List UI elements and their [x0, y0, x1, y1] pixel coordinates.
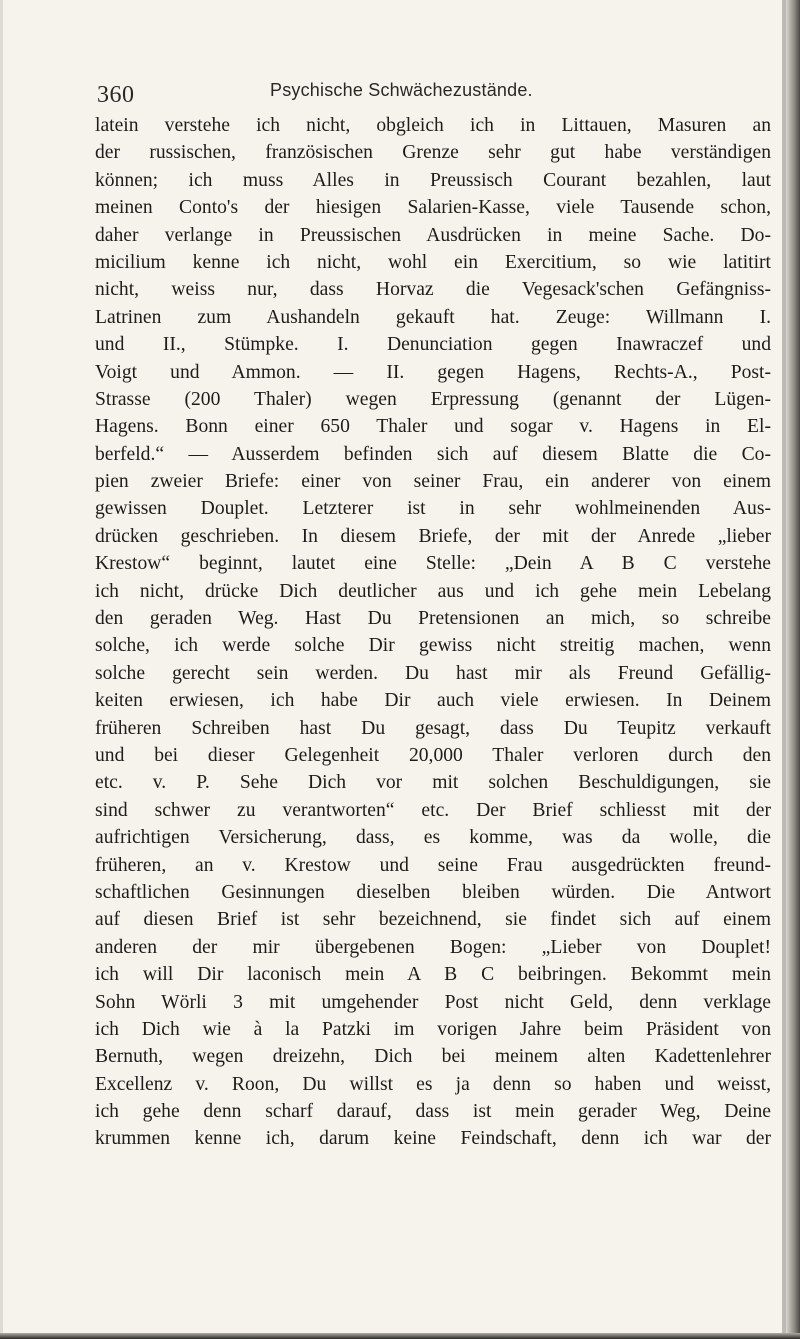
text-line: schaftlichen Gesinnungen dieselben bleiben würden. Die Antwort — [95, 881, 771, 903]
text-line: den geraden Weg. Hast Du Pretensionen an mich, so schreibe — [95, 608, 771, 630]
text-line: Sohn Wörli 3 mit umgehender Post nicht Geld, denn verklage — [95, 991, 771, 1013]
text-line: früheren, an v. Krestow und seine Frau ausgedrückten freund- — [95, 854, 771, 876]
running-title: Psychische Schwächezustände. — [270, 80, 533, 100]
page-right-edge — [786, 0, 800, 1339]
text-line: keiten erwiesen, ich habe Dir auch viele erwiesen. In Deinem — [95, 690, 771, 712]
text-line: Bernuth, wegen dreizehn, Dich bei meinem alten Kadettenlehrer — [95, 1046, 771, 1068]
text-line: gewissen Douplet. Letzterer ist in sehr wohlmeinenden Aus- — [95, 498, 771, 520]
text-line: ich will Dir laconisch mein A B C beibringen. Bekommt mein — [95, 964, 771, 986]
page-number: 360 — [97, 82, 135, 108]
text-line: micilium kenne ich nicht, wohl ein Exercitium, so wie latitirt — [95, 251, 771, 273]
text-line: und bei dieser Gelegenheit 20,000 Thaler verloren durch den — [95, 744, 771, 766]
text-line: aufrichtigen Versicherung, dass, es komme, was da wolle, die — [95, 827, 771, 849]
text-line: der russischen, französischen Grenze sehr gut habe verständigen — [95, 142, 771, 164]
page-bottom-edge — [0, 1333, 800, 1339]
text-line: drücken geschrieben. In diesem Briefe, der mit der Anrede „lieber — [95, 525, 771, 547]
text-line: anderen der mir übergebenen Bogen: „Lieber von Douplet! — [95, 936, 771, 958]
text-line: pien zweier Briefe: einer von seiner Frau, ein anderer von einem — [95, 471, 771, 493]
page-left-edge — [0, 0, 3, 1339]
text-line: berfeld.“ — Ausserdem befinden sich auf diesem Blatte die Co- — [95, 443, 771, 465]
text-line: etc. v. P. Sehe Dich vor mit solchen Beschuldigungen, sie — [95, 772, 771, 794]
page-header — [0, 78, 800, 108]
text-line: und II., Stümpke. I. Denunciation gegen Inawraczef und — [95, 334, 771, 356]
text-line: meinen Conto's der hiesigen Salarien-Kasse, viele Tausende schon, — [95, 197, 771, 219]
text-line: Krestow“ beginnt, lautet eine Stelle: „Dein A B C verstehe — [95, 553, 771, 575]
text-line: sind schwer zu verantworten“ etc. Der Brief schliesst mit der — [95, 799, 771, 821]
text-line: krummen kenne ich, darum keine Feindschaft, denn ich war der — [95, 1128, 771, 1150]
text-line: Voigt und Ammon. — II. gegen Hagens, Rechts-A., Post- — [95, 361, 771, 383]
text-line: latein verstehe ich nicht, obgleich ich in Littauen, Masuren an — [95, 115, 771, 136]
text-line: ich Dich wie à la Patzki im vorigen Jahre beim Präsident von — [95, 1018, 771, 1040]
text-line: Latrinen zum Aushandeln gekauft hat. Zeuge: Willmann I. — [95, 306, 771, 328]
text-line: Strasse (200 Thaler) wegen Erpressung (genannt der Lügen- — [95, 388, 771, 410]
text-line: auf diesen Brief ist sehr bezeichnend, sie findet sich auf einem — [95, 909, 771, 931]
text-line: nicht, weiss nur, dass Horvaz die Vegesack'schen Gefängniss- — [95, 279, 771, 301]
text-line: früheren Schreiben hast Du gesagt, dass Du Teupitz verkauft — [95, 717, 771, 739]
body-text — [95, 112, 771, 1153]
text-line: ich gehe denn scharf darauf, dass ist mein gerader Weg, Deine — [95, 1101, 771, 1123]
text-line: daher verlange in Preussischen Ausdrücken in meine Sache. Do- — [95, 224, 771, 246]
text-line: können; ich muss Alles in Preussisch Courant bezahlen, laut — [95, 169, 771, 191]
text-line: ich nicht, drücke Dich deutlicher aus und ich gehe mein Lebelang — [95, 580, 771, 602]
text-line: solche gerecht sein werden. Du hast mir als Freund Gefällig- — [95, 662, 771, 684]
text-line: solche, ich werde solche Dir gewiss nicht streitig machen, wenn — [95, 635, 771, 657]
text-line: Hagens. Bonn einer 650 Thaler und sogar v. Hagens in El- — [95, 416, 771, 438]
text-line: Excellenz v. Roon, Du willst es ja denn so haben und weisst, — [95, 1073, 771, 1095]
